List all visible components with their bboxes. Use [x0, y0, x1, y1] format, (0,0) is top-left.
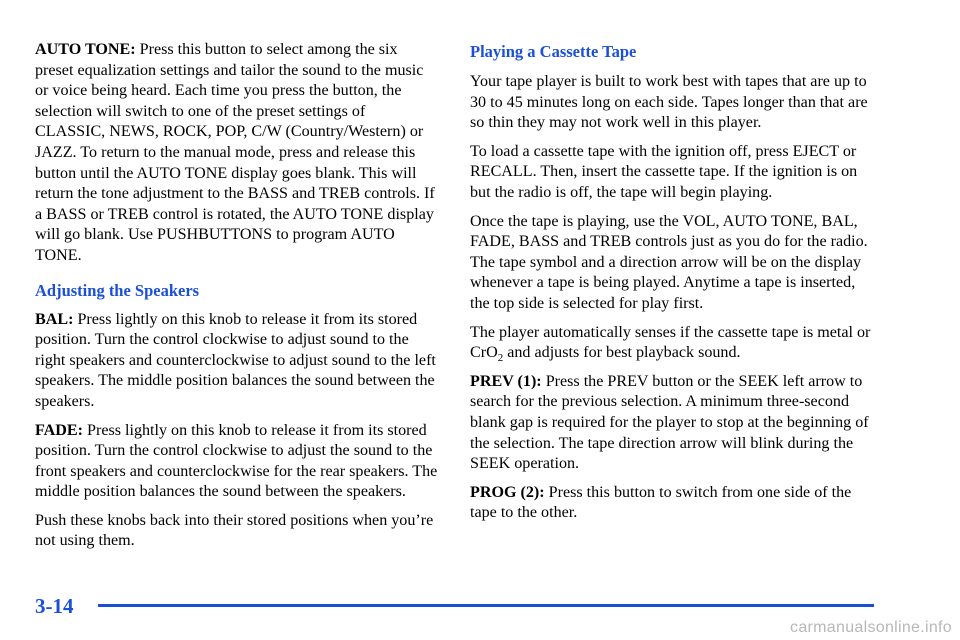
bal-paragraph — [35, 310, 439, 413]
prev-text: Press the PREV button or the SEEK left arrow to search for the previous selection. A minimum three‑second blank gap is required for the player to stop at the beginning of the selection. The tape direction arrow will blink during the SEEK operation. — [470, 372, 869, 473]
prev-paragraph — [470, 372, 874, 475]
prev-lead: PREV (1): — [470, 372, 542, 390]
left-column — [35, 40, 439, 560]
tape-controls-paragraph: Once the tape is playing, use the VOL, AUTO TONE, BAL, FADE, BASS and TREB controls just as you do for the radio. The tape symbol and a direction arrow will be on the display whenever a tape is being played. Anytime a tape is inserted, the top side is selected for play first. — [470, 212, 868, 312]
watermark: carmanualsonline.info — [790, 619, 952, 636]
push-knobs-paragraph: Push these knobs back into their stored positions when you’re not using them. — [35, 511, 434, 550]
tape-type-paragraph — [470, 323, 874, 364]
tape-type-text-b: and adjusts for best playback sound. — [503, 344, 741, 362]
tape-length-paragraph: Your tape player is built to work best with tapes that are up to 30 to 45 minutes long on each side. Tapes longer than that are so thin they may not work well in this player. — [470, 73, 868, 132]
page-number: 3-14 — [35, 594, 74, 618]
tape-type-subscript: 2 — [497, 352, 504, 365]
fade-lead: FADE: — [35, 421, 83, 439]
bal-lead: BAL: — [35, 310, 74, 328]
footer-rule — [98, 604, 874, 607]
cassette-heading: Playing a Cassette Tape — [470, 42, 637, 61]
bal-text: Press lightly on this knob to release it from its stored position. Turn the control clockwise to adjust sound to the right speakers and counterclockwise to adjust sound to the left speakers. The middle position balances the sound between the speakers. — [35, 310, 436, 410]
load-tape-paragraph: To load a cassette tape with the ignition off, press EJECT or RECALL. Then, insert the cassette tape. If the ignition is on but the radio is off, the tape will begin playing. — [470, 142, 858, 201]
adjusting-speakers-heading: Adjusting the Speakers — [35, 280, 200, 300]
tape-type-text-a: The player automatically senses if the cassette tape is metal or CrO — [470, 323, 871, 362]
prog-text: Press this button to switch from one side of the tape to the other. — [470, 483, 852, 522]
right-column — [470, 40, 874, 532]
fade-text: Press lightly on this knob to release it from its stored position. Turn the control clockwise to adjust the sound to the front speakers and counterclockwise for the rear speakers. The middle position balances the sound between the speakers. — [35, 421, 438, 501]
auto-tone-lead: AUTO TONE: — [35, 41, 136, 58]
prog-paragraph — [470, 483, 874, 524]
fade-paragraph — [35, 421, 439, 503]
auto-tone-paragraph — [35, 40, 439, 267]
auto-tone-text: Press this button to select among the six preset equalization settings and tailor the sound to the music or voice being heard. Each time you press the button, the selection will switch to one of the preset settings of CLASSIC, NEWS, ROCK, POP, C/W (Country/Western) or JAZZ. To return to the manual mode, press and release this button until the AUTO TONE display goes blank. This will return the tone adjustment to the BASS and TREB controls. If a BASS or TREB control is rotated, the AUTO TONE display will go blank. Use PUSHBUTTONS to program AUTO TONE. — [35, 41, 435, 264]
prog-lead: PROG (2): — [470, 483, 545, 501]
